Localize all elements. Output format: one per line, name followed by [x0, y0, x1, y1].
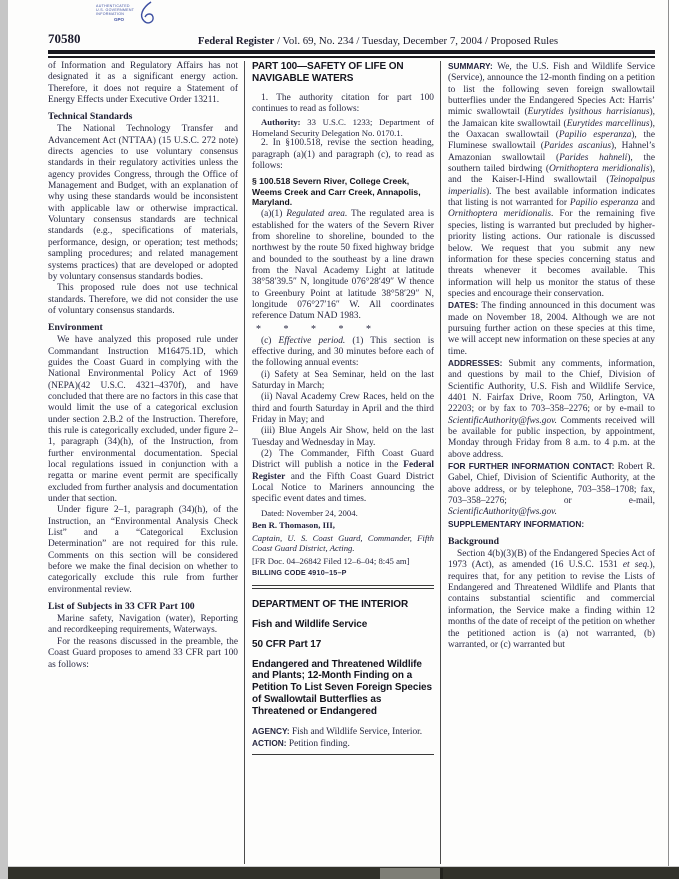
- paragraph: [252, 738, 434, 750]
- text-run: Fish and Wildlife Service, Interior.: [291, 726, 423, 737]
- text-run: Parides ascanius: [543, 141, 611, 152]
- text-run: (ii) Naval Academy Crew Races, held on the third and fourth Saturday in April and the third Friday in May; and: [252, 392, 434, 426]
- text-run: DEPARTMENT OF THE INTERIOR: [252, 599, 409, 611]
- paragraph: [448, 300, 655, 358]
- text-run: (a)(1): [261, 209, 287, 220]
- citation-rest: / Vol. 69, No. 234 / Tuesday, December 7, 2004 / Proposed Rules: [274, 35, 559, 47]
- agency-heading: [252, 619, 434, 631]
- text-run: and: [638, 198, 655, 209]
- text-run: (2) The Commander, Fifth Coast Guard District will publish a notice in the: [252, 449, 434, 471]
- text-run: Environment: [48, 322, 103, 334]
- paragraph: [48, 283, 238, 317]
- text-run: 33 U.S.C. 1233; Department of Homeland Security Delegation No. 0170.1.: [252, 117, 434, 138]
- text-run: Papilio esperanza: [569, 198, 639, 209]
- paragraph: [252, 426, 434, 449]
- page-number: 70580: [48, 31, 81, 46]
- text-run: Eurytides marcellinus: [566, 118, 650, 129]
- column-2: [244, 61, 440, 864]
- federal-register-page: [8, 0, 669, 866]
- field-label: AGENCY:: [252, 725, 292, 736]
- text-run: ), the southern tailed birdwing (: [448, 152, 655, 175]
- field-label: ACTION:: [252, 738, 289, 749]
- preamble-rule: [252, 754, 434, 755]
- text-run: Under figure 2–1, paragraph (34)(h), of the Instruction, an “Environmental Analysis Check List” and a “Categorical Exclusion Determination” are not required for this rule. Comments on this section will be considered before we make the final decision on whether to categorically exclude this rule from further environmental review.: [48, 505, 238, 595]
- text-run: [FR Doc. 04–26842 Filed 12–6–04; 8:45 am]: [252, 555, 410, 566]
- text-run: Comments received will be available for public inspection, by appointment, Monday through Friday from 8 a.m. to 4 p.m. at the above address.: [448, 415, 655, 460]
- text-run: For the reasons discussed in the preamble, the Coast Guard proposes to amend 33 CFR part 100 as follows:: [48, 636, 238, 670]
- field-label: SUMMARY:: [448, 61, 498, 71]
- field-label: ADDRESSES:: [448, 357, 509, 368]
- text-run: ), and the Kaiser-I-Hind swallowtail (: [448, 164, 655, 186]
- gpo-seal-text: AUTHENTICATED U.S. GOVERNMENT INFORMATION: [96, 4, 135, 17]
- page-header: [8, 0, 668, 49]
- text-run: Robert R. Gabel, Chief, Division of Scientific Authority, at the above address, or by telephone, 703–358–1708; fax, 703–358–2276; or e-mail,: [448, 462, 655, 507]
- text-run: We have analyzed this proposed rule under Commandant Instruction M16475.1D, which guides the Coast Guard in complying with the National Environmental Policy Act of 1969 (NEPA)(42 U.S.C. 4321–4370f), and have concluded that there are no factors in this case that would limit the use of a categorical exclusion under section 2.B.2 of the Instruction. Therefore, this rule is categorically excluded, under figure 2–1, paragraph (34)(h), of the Instruction, from further environmental documentation. Special local regulations issued in conjunction with a regatta or marine event permit are specifically excluded from further analysis and documentation under that section.: [48, 335, 238, 505]
- paragraph: [48, 614, 238, 637]
- note-paragraph: [252, 520, 434, 531]
- text-run: PART 100—SAFETY OF LIFE ON NAVIGABLE WATERS: [252, 61, 404, 84]
- agency-heading: [252, 659, 434, 718]
- agency-heading: [252, 599, 434, 611]
- text-run: § 100.518 Severn River, College Creek, Weems Creek and Carr Creek, Annapolis, Maryland.: [252, 176, 421, 207]
- text-run: Parides hahneli: [559, 152, 628, 163]
- column-3: [440, 61, 655, 864]
- text-run: ), the Oaxacan swallowtail (: [448, 118, 655, 141]
- agency-heading: [252, 639, 434, 651]
- text-run: of Information and Regulatory Affairs has not designated it as a significant energy action. Therefore, it does not require a Statement of Energy Effects under Executive Order 13211.: [48, 61, 238, 106]
- text-run: (1) This section is effective during, and 30 minutes before each of the following annual events:: [252, 335, 434, 369]
- text-run: Dated: November 24, 2004.: [261, 507, 358, 518]
- field-label: FOR FURTHER INFORMATION CONTACT:: [448, 461, 618, 472]
- text-run: ), the Fluminese swallowtail (: [448, 130, 655, 152]
- paragraph: [252, 392, 434, 426]
- running-head-citation: [128, 35, 628, 47]
- section-heading: [48, 601, 238, 612]
- paragraph: [448, 519, 655, 531]
- billing-code: [252, 568, 434, 577]
- paragraph: [252, 449, 434, 506]
- paragraph: [252, 209, 434, 322]
- paragraph: [252, 138, 434, 172]
- column-1: [48, 61, 244, 864]
- article-divider-rule: [252, 585, 434, 589]
- text-run: ), Hahnel’s Amazonian swallowtail (: [448, 141, 655, 163]
- paragraph: [252, 726, 434, 738]
- text-run: BILLING CODE 4910–15–P: [252, 568, 347, 578]
- text-run: and the Fifth Coast Guard District Local Notice to Mariners announcing the specific event dates and times.: [252, 471, 434, 505]
- note-paragraph: [252, 533, 434, 554]
- page-body: [48, 61, 655, 864]
- gpo-authenticated-seal: [96, 4, 134, 22]
- field-label: SUPPLEMENTARY INFORMATION:: [448, 518, 585, 529]
- note-paragraph: [252, 117, 434, 138]
- text-run: Federal Register: [252, 460, 434, 482]
- text-run: The finding announced in this document was made on November 18, 2004. Although we are not pursuing further action on these species at this time, we will accept new information on these species at any time.: [448, 301, 655, 357]
- paragraph: [252, 336, 434, 370]
- note-paragraph: [252, 556, 434, 567]
- text-run: The regulated area is established for the waters of the Severn River from shoreline to shoreline, bounded to the northwest by the route 50 fixed highway bridge and bounded to the southeast by a line drawn from the Naval Academy Light at latitude 38°58′39.5″ N, longitude 076°28′49″ W thence to Greenbury Point at latitude 38°58′29″ N, longitude 076°27′16″ W. All coordinates reference Datum NAD 1983.: [252, 209, 434, 322]
- paragraph: [448, 549, 655, 651]
- text-run: Ben R. Thomason, III,: [252, 520, 335, 531]
- text-run: Marine safety, Navigation (water), Reporting and recordkeeping requirements, Waterways.: [48, 614, 238, 636]
- paragraph: [48, 61, 238, 106]
- text-run: (iii) Blue Angels Air Show, held on the last Tuesday and Wednesday in May.: [252, 426, 434, 448]
- text-run: (i) Safety at Sea Seminar, held on the last Saturday in March;: [252, 369, 434, 392]
- text-run: Technical Standards: [48, 111, 133, 123]
- regulation-section-heading: [252, 176, 434, 207]
- text-run: Fish and Wildlife Service: [252, 619, 368, 631]
- text-run: Background: [448, 536, 499, 548]
- paragraph: [252, 370, 434, 393]
- text-run: Authority:: [261, 117, 301, 128]
- horizontal-scrollbar[interactable]: [8, 866, 679, 879]
- text-run: We, the U.S. Fish and Wildlife Service (Service), announce the 12-month finding on a petition to list the following seven foreign swallowtail butterflies under the Endangered Species Act: Harris’ mimic swallowtail (: [448, 62, 655, 118]
- text-run: Papilio esperanza: [558, 130, 632, 141]
- paragraph: [448, 461, 655, 519]
- scrollbar-thumb[interactable]: [380, 868, 443, 879]
- gpo-seal-gpo-label: GPO: [114, 16, 125, 22]
- text-run: et seq.: [622, 560, 650, 571]
- text-run: Ornithoptera meridionalis: [448, 209, 552, 220]
- note-paragraph: [252, 508, 434, 519]
- text-run: Section 4(b)(3)(B) of the Endangered Species Act of 1973 (Act), as amended (16 U.S.C. 1531: [448, 549, 655, 571]
- paragraph: [448, 61, 655, 300]
- text-run: ), the Jamaican kite swallowtail (: [448, 107, 655, 129]
- paragraph: [48, 505, 238, 596]
- paragraph: [448, 358, 655, 461]
- text-run: ScientificAuthority@fws.gov.: [448, 415, 557, 426]
- text-run: The National Technology Transfer and Advancement Act (NTTAA) (15 U.S.C. 272 note) directs agencies to use voluntary consensus standards in their regulatory activities unless the agency provides Congress, through the Office of Management and Budget, with an explanation of why using these standards would be inconsistent with applicable law or otherwise impractical. Voluntary consensus standards are technical standards (e.g., specifications of materials, performance, design, or operation; test methods; sampling procedures; and related management systems practices) that are developed or adopted by voluntary consensus standards bodies.: [48, 124, 238, 282]
- text-run: Teinopalpus imperialis: [448, 175, 655, 197]
- paragraph: [252, 93, 434, 116]
- text-run: 50 CFR Part 17: [252, 638, 322, 650]
- text-run: (c): [261, 335, 279, 346]
- paragraph: [48, 637, 238, 671]
- text-run: * * * * *: [256, 323, 371, 335]
- text-run: 1. The authority citation for part 100 continues to read as follows:: [252, 92, 434, 114]
- text-run: ), requires that, for any petition to revise the Lists of Endangered and Threatened Wildlife and Plants that contains substantial scientific and commercial information, the Service make a finding within 12 months of the date of receipt of the petition on whether the petitioned action is (a) not warranted, (b) warranted, or (c) warranted but: [448, 560, 655, 650]
- text-run: Petition finding.: [288, 739, 350, 750]
- agency-heading: [252, 61, 434, 85]
- section-heading: [48, 322, 238, 333]
- text-run: List of Subjects in 33 CFR Part 100: [48, 601, 195, 613]
- text-run: Ornithoptera meridionalis: [549, 164, 650, 175]
- gpo-swoosh-icon: [130, 1, 156, 29]
- text-run: Eurytides lysithous harrisianus: [527, 107, 650, 118]
- section-heading: [48, 111, 238, 122]
- paragraph: [48, 335, 238, 505]
- paragraph: [48, 124, 238, 283]
- text-run: ScientificAuthority@fws.gov.: [448, 507, 557, 518]
- citation-title: Federal Register: [197, 35, 275, 47]
- field-label: DATES:: [448, 300, 482, 311]
- text-run: Submit any comments, information, and questions by mail to the Chief, Division of Scientific Authority, U.S. Fish and Wildlife Service, 4401 N. Fairfax Drive, Room 750, Arlington, VA 22203; or by fax to 703–358–2276; or by e-mail to: [448, 358, 655, 415]
- text-run: 2. In §100.518, revise the section heading, paragraph (a)(1) and paragraph (c), to read as follows:: [252, 138, 434, 171]
- section-heading: [448, 536, 655, 547]
- text-run: Regulated area.: [286, 209, 348, 220]
- header-double-rule: [48, 50, 655, 58]
- text-run: . For the remaining five species, listing is warranted but precluded by higher-priority listing actions. Our rationale is discussed below. We request that you submit any new information for these species concerning status and threats whenever it becomes available. This information will help us monitor the status of these species and encourage their conservation.: [448, 209, 655, 299]
- text-run: Effective period.: [278, 335, 346, 346]
- text-run: ). The best available information indicates that listing is not warranted for: [448, 186, 655, 209]
- asterisk-break: [256, 324, 434, 335]
- text-run: Endangered and Threatened Wildlife and Plants; 12-Month Finding on a Petition To List Seven Foreign Species of Swallowtail Butterflies as Threatened or Endangered: [252, 658, 432, 717]
- text-run: Captain, U. S. Coast Guard, Commander, Fifth Coast Guard District, Acting.: [252, 532, 434, 554]
- text-run: This proposed rule does not use technical standards. Therefore, we did not consider the use of voluntary consensus standards.: [48, 283, 238, 316]
